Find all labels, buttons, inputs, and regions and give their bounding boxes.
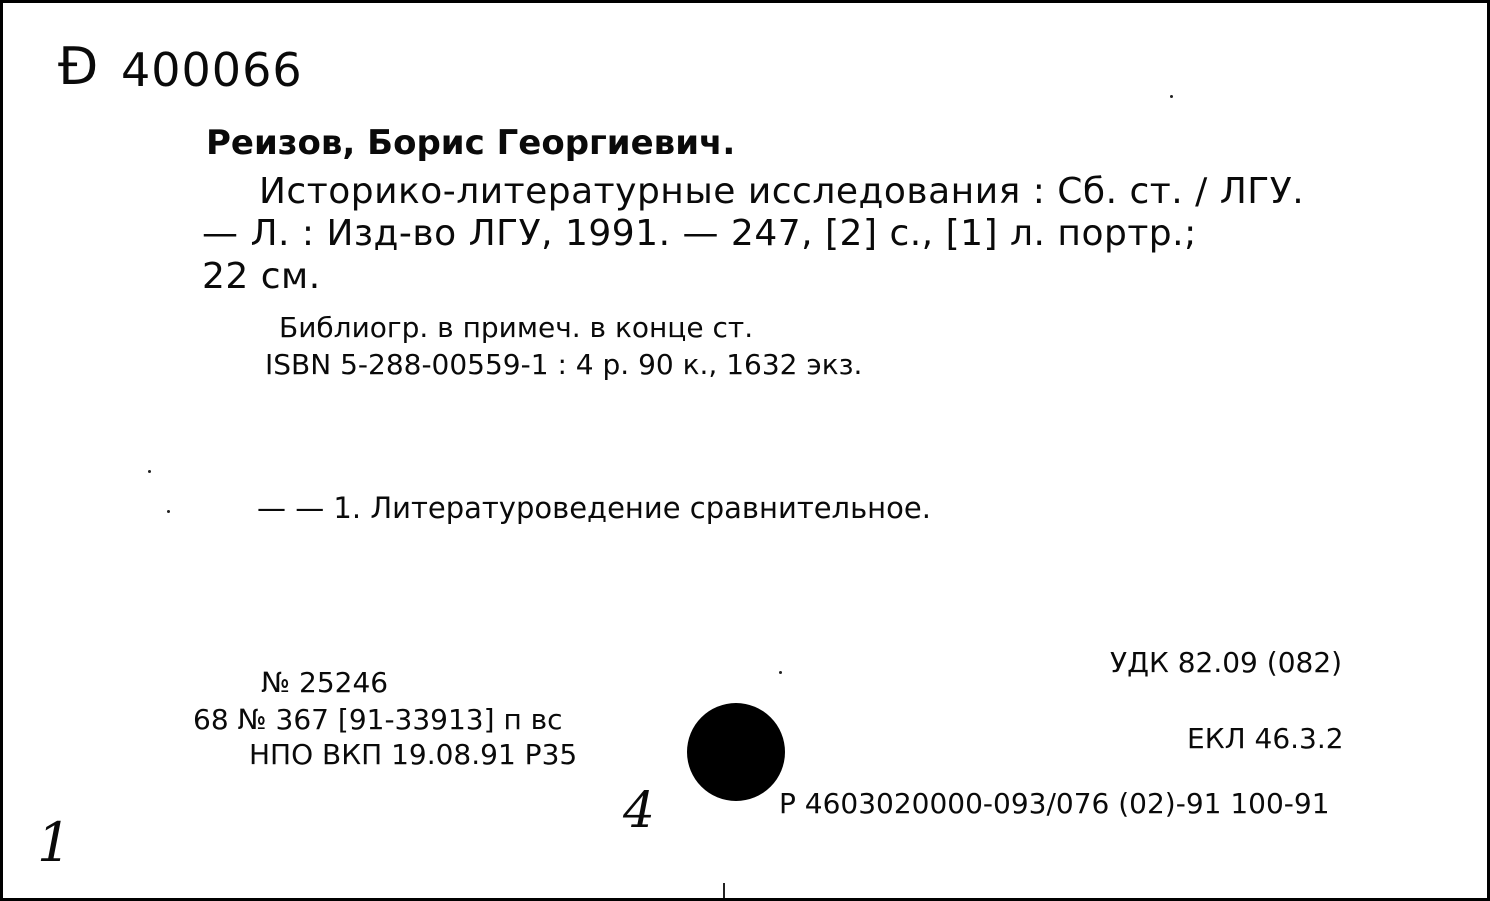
ekl-code: ЕКЛ 46.3.2 [1187, 722, 1344, 755]
publisher-stamp: НПО ВКП 19.08.91 Р35 [249, 738, 578, 771]
punch-hole [687, 703, 785, 801]
speck [1170, 95, 1173, 98]
accession-number: № 25246 [261, 666, 389, 699]
call-number: 400066 [121, 43, 303, 97]
classification-code: Р 4603020000-093/076 (02)-91 100-91 [779, 787, 1330, 820]
author-heading: Реизов, Борис Георгиевич. [206, 123, 736, 163]
registry-number: 68 № 367 [91-33913] п вс [193, 703, 563, 736]
udk-code: УДК 82.09 (082) [1110, 646, 1343, 679]
speck [723, 883, 725, 898]
isbn-note: ISBN 5-288-00559-1 : 4 р. 90 к., 1632 экз. [265, 348, 863, 381]
title-line-3: 22 см. [202, 256, 321, 297]
speck [167, 510, 170, 513]
title-line-1: Историко-литературные исследования : Сб. ст. / ЛГУ. [259, 171, 1305, 212]
title-line-2: — Л. : Изд-во ЛГУ, 1991. — 247, [2] с., [1] л. портр.; [202, 213, 1197, 254]
handwritten-mark-left: 1 [37, 811, 72, 874]
bibliography-note: Библиогр. в примеч. в конце ст. [279, 311, 754, 344]
speck [779, 671, 782, 674]
handwritten-prefix: Ð [58, 37, 99, 97]
handwritten-mark-center: 4 [623, 781, 655, 839]
subject-heading: — — 1. Литературоведение сравнительное. [257, 491, 931, 525]
speck [148, 470, 151, 473]
